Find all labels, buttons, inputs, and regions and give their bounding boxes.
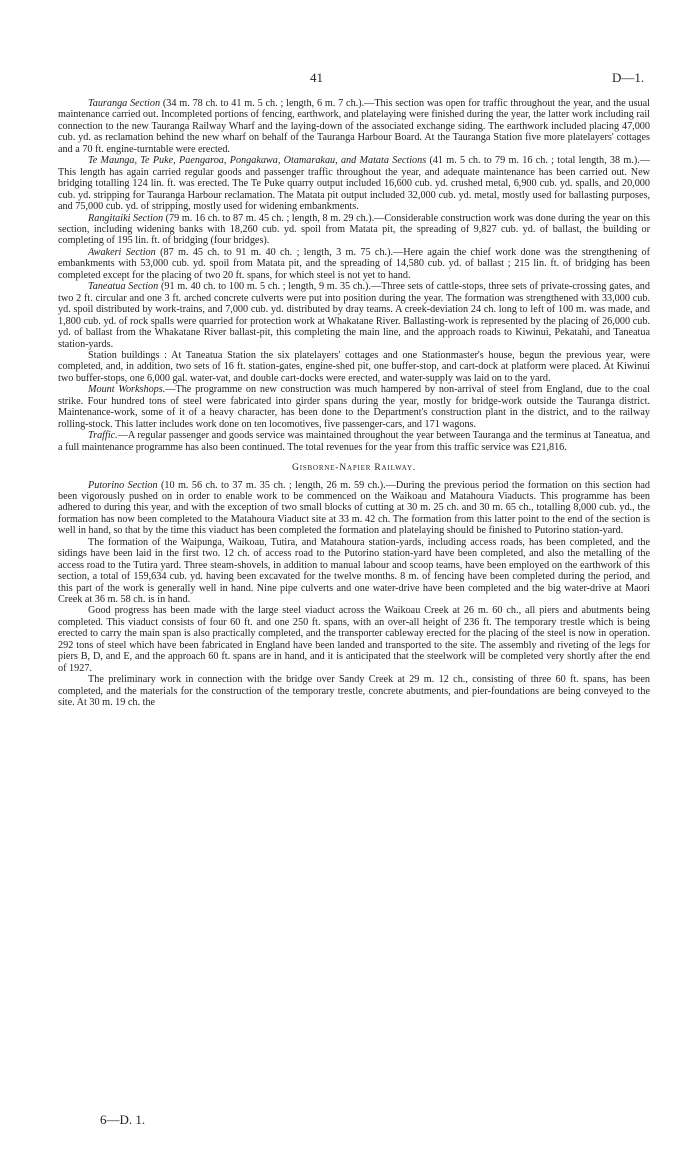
paragraph-text: The formation of the Waipunga, Waikoau, Tutira, and Matahoura station-yards, including access roads, has been completed, and the sidings have been laid in the first two. 12 ch. of access road to the Putorino station-yard have been completed, and also the metalling of the access road to the Tutira yard. Three steam-shovels, in addition to manual labour and scoop teams, have been employed on the earthwork of this section, a total of 159,634 cub. yd. having been excavated for the twelve months. 8 m. of fencing have been completed during the period, and this part of the work is generally well in hand. Nine pipe culverts and one water-drive have been completed and the big water-drive at Maori Creek at 36 m. 58 ch. is in hand. (58, 536, 650, 606)
paragraph-lead: Mount Workshops. (88, 384, 166, 396)
paragraph (58, 213, 650, 247)
paragraph-text: (34 m. 78 ch. to 41 m. 5 ch. ; length, 6 m. 7 ch.).—This section was open for traffic throughout the year, and the usual maintenance carried out. Incompleted portions of fencing, earthwork, and platelaying were finished during the year, the latter work including rail connection to the new Tauranga Railway Wharf and the laying-down of the associated exchange siding. The earthwork included placing 47,000 cub. yd. as reclamation behind the new wharf on behalf of the Tauranga Harbour Board. At the Tauranga Station five more platelayers' cottages and a 70 ft. engine-turntable were erected. (58, 98, 650, 155)
paragraph-text: Good progress has been made with the large steel viaduct across the Waikoau Creek at 26 m. 60 ch., all piers and abutments being completed. This viaduct consists of four 60 ft. and one 250 ft. spans, with an over-all height of 236 ft. The temporary trestle which is being erected to carry the main span is also practically completed, and the transporter cableway erected for the placing of the steel is now in operation. 292 tons of steel which have been fabricated in England have been landed and transported to the site. The assembly and riveting of the legs for piers B, D, and E, and the approach 60 ft. spans are in hand, and it is anticipated that the steelwork will be completed very shortly after the end of 1927. (58, 605, 650, 674)
document-body (58, 98, 650, 709)
paragraph (58, 384, 650, 430)
paragraph (58, 155, 650, 212)
page-footer-signature: 6—D. 1. (100, 1112, 146, 1127)
page-header (0, 70, 700, 90)
paragraph (58, 537, 650, 606)
document-code: D—1. (612, 70, 645, 85)
paragraph (58, 281, 650, 350)
gisborne-napier-paragraphs (58, 480, 650, 709)
paragraph (58, 350, 650, 384)
paragraph (58, 674, 650, 708)
paragraph-text: (91 m. 40 ch. to 100 m. 5 ch. ; length, 9 m. 35 ch.).—Three sets of cattle-stops, three sets of private-crossing gates, and two 2 ft. circular and one 3 ft. arched concrete culverts were put into position during the year. The formation was strengthened with 33,000 cub. yd. spoil distributed by work-trains, and 7,000 cub. yd. distributed by dray teams. A creek-deviation 24 ch. long to left of 100 m. was made, and 1,800 cub. yd. of rock spalls were quarried for protection work at Whakatane River. Ballasting-work is represented by the placing of 26,000 cub. yd. of ballast from the Whakatane River ballast-pit, this completing the main line, and the approach roads to Kiwinui, Pekatahi, and Taneatua station-yards. (58, 281, 650, 350)
paragraph-text: (41 m. 5 ch. to 79 m. 16 ch. ; total length, 38 m.).—This length has again carried regular goods and passenger traffic throughout the year, and adequate maintenance has been carried out. New bridging totalling 124 lin. ft. was erected. The Te Puke quarry output included 16,600 cub. yd. crushed metal, 6,900 cub. yd. spalls, and 20,000 cub. yd. stripping for Tauranga Harbour reclamation. The Matata pit output included 32,000 cub. yd. metal, mostly used for ballasting purposes, and 75,000 cub. yd. of stripping, mostly used for widening embankments. (58, 155, 650, 213)
paragraph (58, 98, 650, 155)
paragraph (58, 430, 650, 453)
paragraph (58, 605, 650, 674)
paragraph-text: The preliminary work in connection with the bridge over Sandy Creek at 29 m. 12 ch., consisting of three 60 ft. spans, has been completed, and the materials for the construction of the temporary trestle, concrete abutments, and pier-foundations are being conveyed to the site. At 30 m. 19 ch. the (58, 674, 650, 709)
paragraph-lead: Awakeri Section (88, 246, 156, 258)
paragraph-text: —The programme on new construction was much hampered by non-arrival of steel from England, due to the coal strike. Four hundred tons of steel were fabricated into girder spans during the year, mostly for bridge-work outside the Tauranga district. Maintenance-work, some of it of a heavy character, has been done to the Department's construction plant in the district, and to the railway rolling-stock. This latter includes work done on ten locomotives, five passenger-cars, and 171 wagons. (58, 384, 650, 430)
paragraph-lead: Te Maunga, Te Puke, Paengaroa, Pongakawa, Otamarakau, and Matata Sections (88, 155, 427, 167)
paragraph-lead: Taneatua Section (88, 281, 159, 293)
paragraph-text: (79 m. 16 ch. to 87 m. 45 ch. ; length, 8 m. 29 ch.).—Considerable construction work was done during the year on this section, including widening banks with 18,260 cub. yd. spoil from Matata pit, the spreading of 9,827 cub. yd. of ballast, the building or completing of 195 lin. ft. of bridging (four bridges). (58, 212, 650, 247)
paragraph (58, 480, 650, 537)
paragraph-lead: Tauranga Section (88, 98, 161, 109)
page-number: 41 (310, 70, 323, 85)
paragraph-text: (87 m. 45 ch. to 91 m. 40 ch. ; length, 3 m. 75 ch.).—Here again the chief work done was the strengthening of embankments with 53,000 cub. yd. spoil from Matata pit, and the spreading of 14,580 cub. yd. of ballast ; 215 lin. ft. of bridging has been completed except for the placing of two 20 ft. spans, for which steel is not yet to hand. (58, 246, 650, 281)
paragraph-lead: Traffic. (88, 430, 118, 442)
paragraph-text: —A regular passenger and goods service was maintained throughout the year between Tauranga and the terminus at Taneatua, and a full maintenance programme has also been continued. The total revenues for the year from this traffic service was £21,816. (58, 430, 650, 453)
paragraph-text: (10 m. 56 ch. to 37 m. 35 ch. ; length, 26 m. 59 ch.).—During the previous period the formation on this section had been vigorously pushed on in order to enable work to be commenced on the Waikoau and Matahoura Viaducts. This programme has been adhered to during this year, and with the exception of two small blocks of cutting at 30 m. 25 ch. and 30 m. 65 ch., totalling 8,000 cub. yd., the formation has now been completed to the Matahoura Viaduct site at 33 m. 42 ch. The formation from this latter point to the end of the section is well in hand, so that by the time this viaduct has been completed the formation and platelaying should be finished to Putorino station-yard. (58, 479, 650, 537)
paragraph-lead: Rangitaiki Section (88, 212, 164, 224)
paragraph-lead: Putorino Section (88, 479, 158, 491)
paragraph-text: Station buildings : At Taneatua Station the six platelayers' cottages and one Stationmaster's house, begun the previous year, were completed, and, in addition, two sets of 16 ft. station-gates, engine-shed pit, one buffer-stop, and cart-dock at platform were placed. At Kiwinui two buffer-stops, one 6,000 gal. water-vat, and double cart-docks were erected, and water-supply was laid on to the yard. (58, 349, 650, 384)
tauranga-district-paragraphs (58, 98, 650, 453)
section-heading: Gisborne-Napier Railway. (291, 462, 417, 474)
paragraph (58, 247, 650, 281)
